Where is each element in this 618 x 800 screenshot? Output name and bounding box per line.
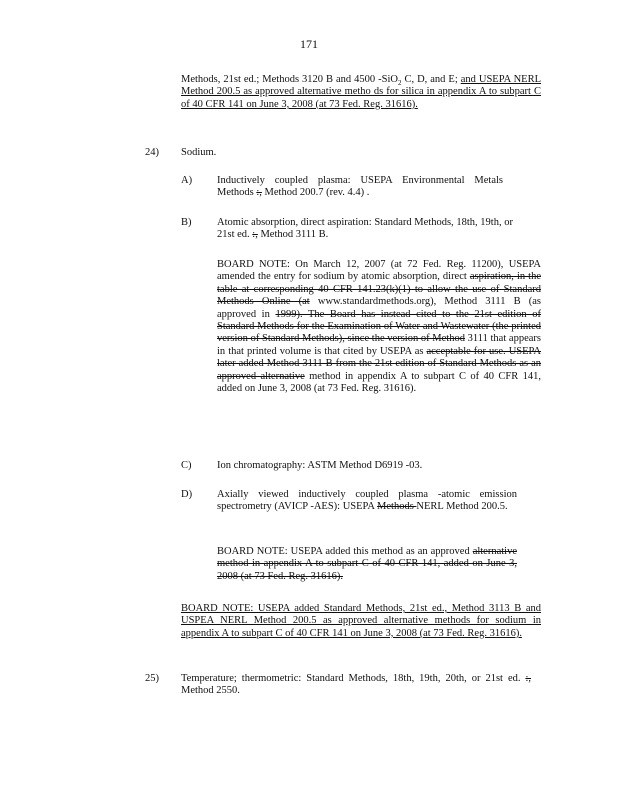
item-24a-text-a: Inductively coupled plasma: USEPA Environmental Metals Methods bbox=[217, 175, 503, 199]
board-note-b-text-1: BOARD NOTE: On March 12, 2007 (at 72 Fed. Reg. 11200), USEPA amended the entry for sodium by atomic absorption, direct bbox=[217, 259, 541, 283]
board-note-b-text-3: 3111 that appears in that printed volume is that cited by USEPA as bbox=[217, 333, 541, 357]
item-24d-text bbox=[217, 489, 517, 514]
item-24b-text-b: Method 3111 B. bbox=[257, 229, 329, 241]
board-note-b-deleted-3: acceptable for use. USEPA later added Method 3111 B from the 21st edition of Standard Methods as an approved alternative bbox=[217, 345, 541, 382]
silica-continuation bbox=[181, 74, 541, 111]
board-note-b-deleted-1: aspiration, in the table at corresponding 40 CFR 141.23(k)(1) to allow the use of Standard Methods Online (at bbox=[217, 271, 541, 308]
item-25-number: 25) bbox=[145, 673, 159, 684]
page-number: 171 bbox=[300, 37, 318, 51]
item-24a-text bbox=[217, 175, 503, 200]
silica-text-b: C, D, and E; bbox=[401, 74, 461, 85]
item-24b-text-a: Atomic absorption, direct aspiration: Standard Methods, 18th, 19th, or 21st ed. bbox=[217, 217, 513, 241]
board-note-d-deleted: alternative method in appendix A to subpart C of 40 CFR 141, added on June 3, 2008 (at 73 Fed. Reg. 31616). bbox=[217, 546, 517, 582]
item-24d-text-b: NERL Method 200.5. bbox=[416, 501, 508, 513]
board-note-b-deleted-2: 1999). The Board has instead cited to the 21st edition of Standard Methods for the Examination of Water and Wastewater (the printed version of Standard Methods), since the version of Method bbox=[217, 308, 541, 345]
board-note-b-text-2: www.standardmethods.org), Method 3111 B (as approved in bbox=[217, 296, 542, 320]
item-24c-label: C) bbox=[181, 460, 192, 471]
item-25-deleted: :, bbox=[525, 673, 531, 684]
item-24-number: 24) bbox=[145, 147, 159, 158]
item-24-title: Sodium. bbox=[181, 147, 217, 158]
board-note-d-text: BOARD NOTE: USEPA added this method as an approved bbox=[217, 546, 473, 557]
item-24a-deleted: :, bbox=[256, 187, 262, 199]
silica-text-a: Methods, 21st ed.; Methods 3120 B and 4500 -SiO bbox=[181, 74, 398, 85]
item-24d-text-a: Axially viewed inductively coupled plasma -atomic emission spectrometry (AVICP -AES): USEPA bbox=[217, 489, 517, 513]
silica-inserted-text: and USEPA NERL Method 200.5 as approved alternative metho ds for silica in appendix A to subpart C of 40 CFR 141 on June 3, 2008 (at 73 Fed. Reg. 31616). bbox=[181, 74, 541, 110]
board-note-sodium-added: BOARD NOTE: USEPA added Standard Methods, 21st ed., Method 3113 B and USPEA NERL Method 200.5 as approved alternative methods for sodium in appendix A to subpart C of 40 CFR 141 on June 3, 2008 (at 73 Fed. Reg. 31616). bbox=[181, 603, 541, 639]
board-note-atomic-absorption bbox=[217, 259, 541, 395]
item-25-text-b: Method 2550. bbox=[181, 685, 240, 697]
item-25-text-a: Temperature; thermometric: Standard Methods, 18th, 19th, 20th, or 21st ed. bbox=[181, 673, 526, 684]
item-24a-text-b: Method 200.7 (rev. 4.4) . bbox=[261, 187, 370, 199]
silica-subscript: 2 bbox=[397, 79, 402, 88]
item-24b-label: B) bbox=[181, 217, 192, 228]
board-note-b-text-4: method in appendix A to subpart C of 40 CFR 141, added on June 3, 2008 (at 73 Fed. Reg. 31616). bbox=[217, 370, 541, 395]
item-24d-label: D) bbox=[181, 489, 193, 500]
item-24c-text: Ion chromatography: ASTM Method D6919 -03. bbox=[217, 460, 423, 471]
board-note-axial-icp bbox=[217, 546, 517, 583]
item-25-text bbox=[181, 673, 531, 698]
item-24a-label: A) bbox=[181, 175, 193, 186]
item-24b-text bbox=[217, 217, 513, 242]
item-24d-deleted: Methods bbox=[377, 501, 417, 513]
item-24b-deleted: :, bbox=[252, 229, 258, 241]
